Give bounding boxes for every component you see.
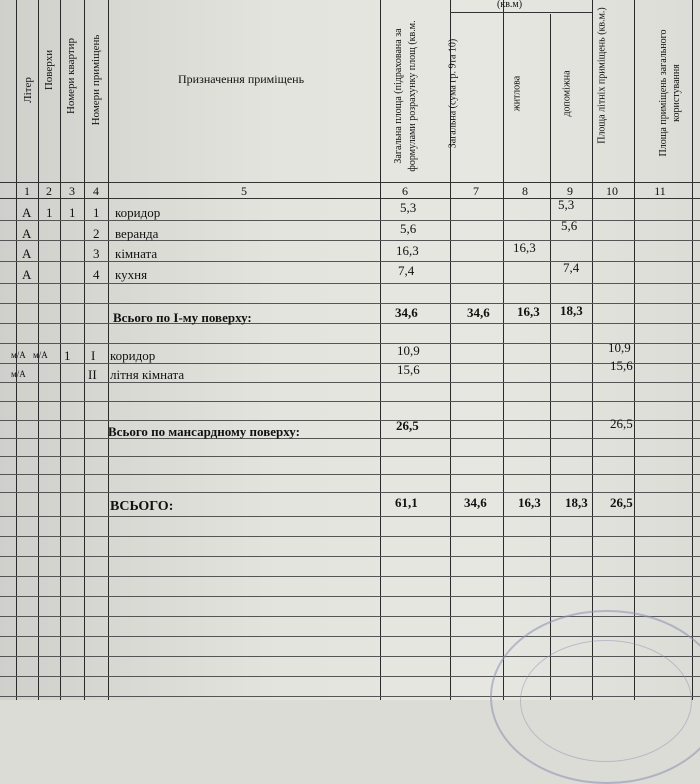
grid-line bbox=[0, 401, 700, 402]
grid-line bbox=[0, 474, 700, 475]
col-number: 11 bbox=[654, 184, 666, 198]
grid-line bbox=[84, 0, 85, 700]
row-liter: м/А bbox=[11, 369, 26, 379]
grid-line bbox=[60, 0, 61, 700]
grid-line bbox=[592, 0, 593, 700]
row-total: 5,3 bbox=[400, 200, 417, 215]
header-common: Площа приміщень загального користування bbox=[658, 29, 682, 157]
grid-line bbox=[0, 536, 700, 537]
grid-line bbox=[550, 14, 551, 700]
row-aux: 5,6 bbox=[561, 218, 578, 233]
row-living: 16,3 bbox=[513, 240, 536, 255]
grid-line bbox=[634, 0, 635, 700]
grid-line bbox=[0, 438, 700, 439]
header-apartments: Номери квартир bbox=[65, 37, 77, 115]
subtotal-aux: 18,3 bbox=[560, 303, 583, 318]
header-auxiliary: допоміжна bbox=[561, 70, 573, 117]
grand-total-summer: 26,5 bbox=[610, 495, 633, 510]
header-living: житлова bbox=[511, 75, 523, 112]
grid-line bbox=[0, 363, 700, 364]
header-floors: Поверхи bbox=[43, 49, 55, 91]
row-liter: А bbox=[22, 205, 32, 220]
grid-line bbox=[108, 0, 109, 700]
grid-line bbox=[0, 343, 700, 344]
subtotal-sum: 34,6 bbox=[467, 305, 490, 320]
grid-line bbox=[0, 556, 700, 557]
row-room: 4 bbox=[93, 267, 100, 282]
row-apartment: 1 bbox=[64, 348, 71, 363]
grid-line bbox=[0, 182, 700, 183]
row-room: 2 bbox=[93, 226, 100, 241]
row-name: коридор bbox=[110, 348, 156, 363]
header-summer: Площа літніх приміщень (кв.м.) bbox=[596, 7, 608, 144]
col-number: 9 bbox=[567, 184, 573, 198]
grand-total-sum: 34,6 bbox=[464, 495, 487, 510]
header-rooms: Номери приміщень bbox=[90, 34, 102, 126]
subtotal-total: 26,5 bbox=[396, 418, 419, 433]
row-name: кімната bbox=[115, 246, 158, 261]
grid-line bbox=[0, 240, 700, 241]
grand-total-living: 16,3 bbox=[518, 495, 541, 510]
grid-line bbox=[0, 516, 700, 517]
row-room: ІІ bbox=[88, 367, 97, 382]
subtotal-total: 34,6 bbox=[395, 305, 418, 320]
row-total: 16,3 bbox=[396, 243, 419, 258]
row-apartment: 1 bbox=[69, 205, 76, 220]
official-stamp-inner bbox=[520, 640, 692, 762]
row-liter: А bbox=[22, 267, 32, 282]
col-number: 4 bbox=[93, 184, 99, 198]
row-floor: 1 bbox=[46, 205, 53, 220]
grid-line bbox=[503, 0, 504, 700]
row-liter: м/А bbox=[11, 350, 26, 360]
grid-line bbox=[0, 576, 700, 577]
row-liter: А bbox=[22, 226, 32, 241]
row-floor: м/А bbox=[33, 350, 48, 360]
col-number: 6 bbox=[402, 184, 408, 198]
header-liter: Літер bbox=[22, 77, 34, 103]
grid-line bbox=[0, 382, 700, 383]
header-purpose: Призначення приміщень bbox=[178, 72, 305, 86]
row-room: 1 bbox=[93, 205, 100, 220]
col-number: 10 bbox=[606, 184, 618, 198]
row-name: кухня bbox=[115, 267, 148, 282]
grid-line bbox=[0, 596, 700, 597]
row-room: 3 bbox=[93, 246, 100, 261]
grid-line bbox=[380, 0, 381, 700]
row-total: 5,6 bbox=[400, 221, 417, 236]
grid-line bbox=[0, 456, 700, 457]
header-total-sum: Загальна (сума гр. 9та 10) bbox=[447, 38, 459, 149]
grid-line bbox=[0, 303, 700, 304]
subtotal-label: Всього по мансардному поверху: bbox=[108, 424, 300, 439]
header-unit: (кв.м) bbox=[497, 0, 523, 10]
row-room: І bbox=[91, 348, 96, 363]
subtotal-living: 16,3 bbox=[517, 304, 540, 319]
subtotal-summer: 26,5 bbox=[610, 416, 633, 431]
grid-line bbox=[0, 323, 700, 324]
grid-line bbox=[450, 12, 592, 13]
row-total: 15,6 bbox=[397, 362, 420, 377]
grid-line bbox=[692, 0, 693, 700]
row-summer: 15,6 bbox=[610, 358, 633, 373]
grid-line bbox=[0, 261, 700, 262]
col-number: 5 bbox=[241, 184, 247, 198]
grid-line bbox=[0, 420, 700, 421]
row-name: веранда bbox=[115, 226, 159, 241]
grid-line bbox=[0, 220, 700, 221]
grid-line bbox=[0, 283, 700, 284]
grand-total-label: ВСЬОГО: bbox=[110, 499, 174, 514]
row-aux: 7,4 bbox=[563, 260, 580, 275]
col-number: 1 bbox=[24, 184, 30, 198]
header-total-area: Загальна площа (підрахована за формулами розрахунку площ (кв.м. bbox=[393, 20, 418, 172]
col-number: 7 bbox=[473, 184, 479, 198]
grand-total-total: 61,1 bbox=[395, 495, 418, 510]
col-number: 2 bbox=[46, 184, 52, 198]
row-summer: 10,9 bbox=[608, 340, 631, 355]
row-total: 7,4 bbox=[398, 263, 415, 278]
grand-total-aux: 18,3 bbox=[565, 495, 588, 510]
subtotal-label: Всього по І-му поверху: bbox=[113, 310, 252, 325]
row-name: коридор bbox=[115, 205, 161, 220]
grid-line bbox=[0, 492, 700, 493]
col-number: 3 bbox=[69, 184, 75, 198]
row-aux: 5,3 bbox=[558, 197, 575, 212]
row-liter: А bbox=[22, 246, 32, 261]
row-total: 10,9 bbox=[397, 343, 420, 358]
row-name: літня кімната bbox=[110, 367, 185, 382]
col-number: 8 bbox=[522, 184, 528, 198]
